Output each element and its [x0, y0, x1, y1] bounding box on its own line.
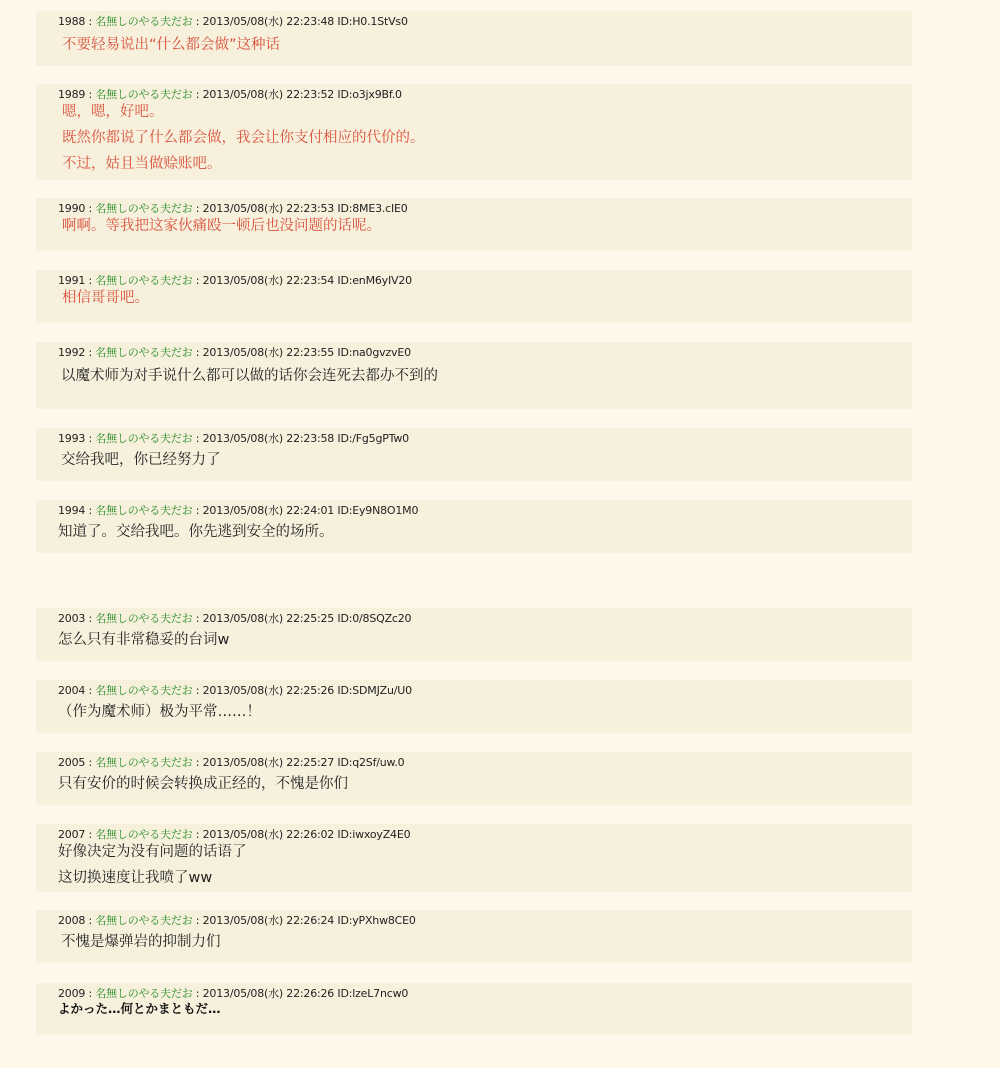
post-line: 只有安价的时候会转换成正经的，不愧是你们: [58, 776, 348, 792]
post-date: 2013/05/08(水) 22:26:02: [202, 828, 335, 841]
post-line: 不过，姑且当做赊账吧。: [62, 156, 222, 172]
post-body: [58, 929, 912, 955]
post-header: 2003 : 名無しのやる夫だお : 2013/05/08(水) 22:25:25 ID:0/8SQZc20: [58, 612, 412, 625]
post-1990: [36, 198, 912, 251]
poster-name: 名無しのやる夫だお: [95, 202, 193, 215]
post-header: 1992 : 名無しのやる夫だお : 2013/05/08(水) 22:23:55 ID:na0gvzvE0: [58, 346, 411, 359]
post-header: 1989 : 名無しのやる夫だお : 2013/05/08(水) 22:23:52 ID:o3jx9Bf.0: [58, 88, 402, 101]
post-date: 2013/05/08(水) 22:23:58: [202, 432, 335, 445]
post-body: [58, 996, 912, 1022]
post-header: 1988 : 名無しのやる夫だお : 2013/05/08(水) 22:23:48 ID:H0.1StVs0: [58, 15, 408, 28]
post-1988: [36, 11, 912, 66]
post-number: 2007: [58, 828, 86, 841]
post-line: 好像决定为没有问题的话语了: [58, 844, 247, 860]
post-date: 2013/05/08(水) 22:25:25: [202, 612, 335, 625]
post-header: 2005 : 名無しのやる夫だお : 2013/05/08(水) 22:25:27 ID:q2Sf/uw.0: [58, 756, 405, 769]
post-line: よかった…何とかまともだ…: [58, 1001, 221, 1016]
post-body: [58, 363, 912, 389]
poster-name: 名無しのやる夫だお: [95, 828, 193, 841]
post-body: [58, 99, 912, 177]
post-body: [58, 699, 912, 725]
post-date: 2013/05/08(水) 22:23:52: [202, 88, 335, 101]
post-header: 2004 : 名無しのやる夫だお : 2013/05/08(水) 22:25:26 ID:SDMJZu/U0: [58, 684, 412, 697]
post-body: [58, 771, 912, 797]
post-1991: [36, 270, 912, 323]
poster-name: 名無しのやる夫だお: [95, 432, 193, 445]
post-number: 2004: [58, 684, 86, 697]
post-line: 交给我吧，你已经努力了: [61, 452, 221, 468]
post-number: 2009: [58, 987, 86, 1000]
post-header: 1994 : 名無しのやる夫だお : 2013/05/08(水) 22:24:01 ID:Ey9N8O1M0: [58, 504, 419, 517]
post-number: 1989: [58, 88, 86, 101]
post-id: ID:iwxoyZ4E0: [337, 828, 411, 841]
poster-name: 名無しのやる夫だお: [95, 88, 193, 101]
post-date: 2013/05/08(水) 22:23:48: [202, 15, 335, 28]
poster-name: 名無しのやる夫だお: [95, 756, 193, 769]
post-header: 1990 : 名無しのやる夫だお : 2013/05/08(水) 22:23:53 ID:8ME3.cIE0: [58, 202, 408, 215]
post-header: 2007 : 名無しのやる夫だお : 2013/05/08(水) 22:26:02 ID:iwxoyZ4E0: [58, 828, 411, 841]
post-date: 2013/05/08(水) 22:23:53: [202, 202, 335, 215]
post-1994: [36, 500, 912, 553]
post-line: 不要轻易说出“什么都会做”这种话: [62, 37, 281, 53]
post-number: 1992: [58, 346, 86, 359]
post-number: 2003: [58, 612, 86, 625]
post-id: ID:0/8SQZc20: [337, 612, 412, 625]
post-id: ID:8ME3.cIE0: [337, 202, 408, 215]
post-date: 2013/05/08(水) 22:26:24: [202, 914, 335, 927]
post-id: ID:lzeL7ncw0: [337, 987, 409, 1000]
post-number: 1990: [58, 202, 86, 215]
post-line: 知道了。交给我吧。你先逃到安全的场所。: [58, 524, 334, 540]
post-id: ID:SDMJZu/U0: [337, 684, 412, 697]
post-date: 2013/05/08(水) 22:26:26: [202, 987, 335, 1000]
post-id: ID:na0gvzvE0: [337, 346, 411, 359]
post-line: 以魔术师为对手说什么都可以做的话你会连死去都办不到的: [61, 368, 438, 384]
post-body: [58, 447, 912, 473]
post-1992: [36, 342, 912, 409]
post-line: 啊啊。等我把这家伙痛殴一顿后也没问题的话呢。: [62, 218, 381, 234]
post-number: 1993: [58, 432, 86, 445]
post-date: 2013/05/08(水) 22:25:27: [202, 756, 335, 769]
post-id: ID:yPXhw8CE0: [337, 914, 416, 927]
post-2005: [36, 752, 912, 805]
post-1989: [36, 84, 912, 180]
post-id: ID:q2Sf/uw.0: [337, 756, 405, 769]
post-id: ID:H0.1StVs0: [337, 15, 408, 28]
post-line: 嗯，嗯，好吧。: [62, 104, 164, 120]
poster-name: 名無しのやる夫だお: [95, 274, 193, 287]
post-date: 2013/05/08(水) 22:24:01: [202, 504, 335, 517]
post-body: [58, 213, 912, 239]
post-number: 2008: [58, 914, 86, 927]
post-body: [58, 627, 912, 653]
post-line: 这切换速度让我喷了ww: [58, 870, 213, 886]
post-number: 1988: [58, 15, 86, 28]
post-body: [58, 32, 912, 58]
poster-name: 名無しのやる夫だお: [95, 504, 193, 517]
post-line: 不愧是爆弹岩的抑制力们: [61, 934, 221, 950]
poster-name: 名無しのやる夫だお: [95, 15, 193, 28]
poster-name: 名無しのやる夫だお: [95, 346, 193, 359]
post-2008: [36, 910, 912, 963]
post-id: ID:o3jx9Bf.0: [337, 88, 402, 101]
post-header: 1993 : 名無しのやる夫だお : 2013/05/08(水) 22:23:58 ID:/Fg5gPTw0: [58, 432, 409, 445]
post-header: 2008 : 名無しのやる夫だお : 2013/05/08(水) 22:26:24 ID:yPXhw8CE0: [58, 914, 416, 927]
post-header: 1991 : 名無しのやる夫だお : 2013/05/08(水) 22:23:54 ID:enM6yIV20: [58, 274, 412, 287]
post-line: 怎么只有非常稳妥的台词w: [58, 632, 230, 648]
post-id: ID:/Fg5gPTw0: [337, 432, 409, 445]
post-body: [58, 519, 912, 545]
post-number: 2005: [58, 756, 86, 769]
post-number: 1991: [58, 274, 86, 287]
post-date: 2013/05/08(水) 22:25:26: [202, 684, 335, 697]
post-line: 既然你都说了什么都会做，我会让你支付相应的代价的。: [62, 130, 425, 146]
post-number: 1994: [58, 504, 86, 517]
post-2004: [36, 680, 912, 733]
post-2007: [36, 824, 912, 892]
poster-name: 名無しのやる夫だお: [95, 914, 193, 927]
post-id: ID:enM6yIV20: [337, 274, 412, 287]
poster-name: 名無しのやる夫だお: [95, 684, 193, 697]
poster-name: 名無しのやる夫だお: [95, 987, 193, 1000]
post-body: [58, 839, 912, 891]
post-id: ID:Ey9N8O1M0: [337, 504, 419, 517]
post-line: 相信哥哥吧。: [62, 290, 149, 306]
post-date: 2013/05/08(水) 22:23:54: [202, 274, 335, 287]
post-1993: [36, 428, 912, 481]
post-2009: [36, 983, 912, 1035]
post-line: （作为魔术师）极为平常……！: [58, 704, 261, 720]
post-header: 2009 : 名無しのやる夫だお : 2013/05/08(水) 22:26:26 ID:lzeL7ncw0: [58, 987, 409, 1000]
post-date: 2013/05/08(水) 22:23:55: [202, 346, 335, 359]
poster-name: 名無しのやる夫だお: [95, 612, 193, 625]
post-2003: [36, 608, 912, 661]
